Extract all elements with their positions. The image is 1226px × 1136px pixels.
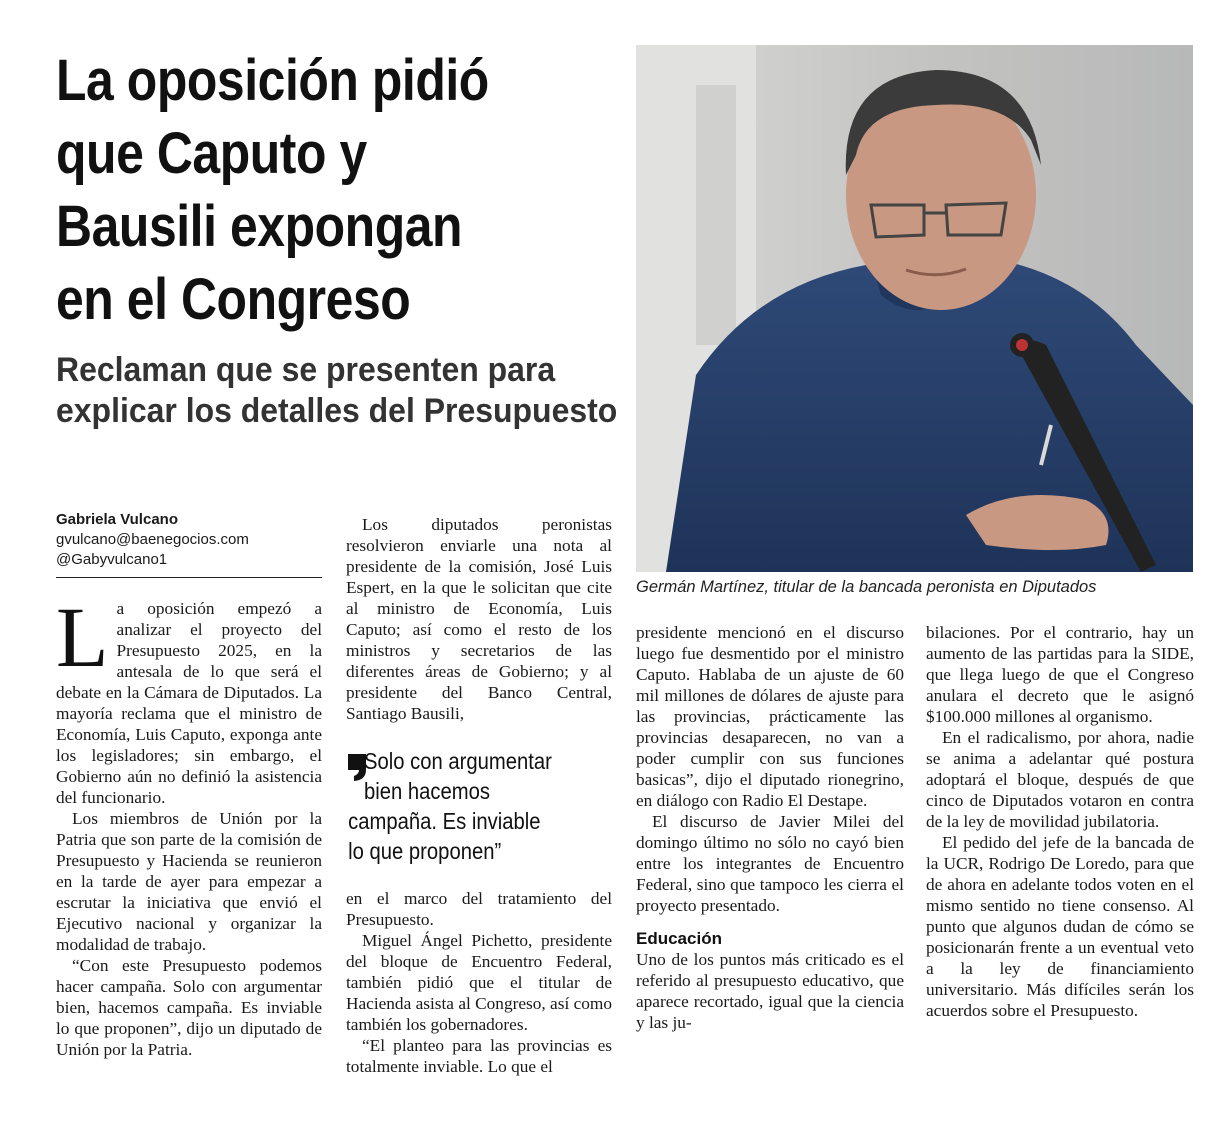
author-handle: @Gabyvulcano1 (56, 551, 168, 568)
headline-line-2: que Caputo y (56, 121, 367, 186)
photo-illustration (636, 45, 1193, 572)
pull-quote-line-3: campaña. Es inviable (348, 808, 541, 834)
paragraph: Uno de los puntos más criticado es el referido al presupuesto educativo, que aparece recortado, igual que la ciencia y las ju- (636, 950, 904, 1032)
paragraph: En el radicalismo, por ahora, nadie se anima a adelantar qué postura adoptará el bloque, después de que cinco de Diputados votaron en contra de la ley de movilidad jubilatoria. (926, 728, 1194, 831)
byline (56, 510, 324, 570)
article-column-4 (926, 622, 1194, 1021)
article-column-3 (636, 622, 904, 1033)
paragraph: El discurso de Javier Milei del domingo último no sólo no cayó bien entre los integrantes de Encuentro Federal, sino que tampoco les cierra el proyecto presentado. (636, 812, 904, 915)
headline (56, 44, 555, 336)
author-name: Gabriela Vulcano (56, 511, 178, 528)
pull-quote-line-2: bien hacemos (364, 778, 491, 804)
paragraph: Miguel Ángel Pichetto, presidente del bloque de Encuentro Federal, también pidió que el titular de Hacienda asista al Congreso, así como también los gobernadores. (346, 931, 612, 1034)
article-column-1 (56, 589, 322, 1060)
article-column-2-bottom (346, 888, 612, 1077)
headline-line-4: en el Congreso (56, 267, 411, 332)
paragraph: Los miembros de Unión por la Patria que son parte de la comisión de Presupuesto y Hacienda se reunieron en la tarde de ayer para empezar a escrutar la iniciativa que envió el Ejecutivo nacional y organizar la modalidad de trabajo. (56, 809, 322, 954)
author-email: gvulcano@baenegocios.com (56, 531, 249, 548)
photo-caption: Germán Martínez, titular de la bancada peronista en Diputados (636, 578, 1097, 596)
section-subtitle: Educación (636, 929, 722, 948)
headline-line-1: La oposición pidió (56, 48, 489, 113)
pull-quote (346, 746, 612, 876)
drop-cap: L (56, 589, 109, 685)
paragraph: El pedido del jefe de la bancada de la UCR, Rodrigo De Loredo, para que de ahora en adelante todos voten en el mismo sentido no tiene consenso. Al punto que algunos dudan de cómo se posicionarán frente a un eventual veto a la ley de financiamiento universitario. Más difíciles serán los acuerdos sobre el Presupuesto. (926, 833, 1194, 1020)
paragraph: “El planteo para las provincias es totalmente inviable. Lo que el (346, 1036, 612, 1076)
pull-quote-text (348, 746, 582, 866)
subheadline-line-2: explicar los detalles del Presupuesto (56, 392, 618, 430)
article-column-2-top (346, 514, 612, 724)
byline-divider (56, 577, 322, 578)
paragraph: en el marco del tratamiento del Presupuesto. (346, 889, 612, 929)
paragraph: presidente mencionó en el discurso luego fue desmentido por el ministro Caputo. Hablaba de un ajuste de 60 mil millones de dólares de ajuste para las provincias, prácticamente las provincias desaparecen, no van a poder cumplir con sus funciones basicas”, dijo el diputado rionegrino, en diálogo con Radio El Destape. (636, 623, 904, 810)
headline-line-3: Bausili expongan (56, 194, 463, 259)
pull-quote-line-1: Solo con argumentar (364, 748, 552, 774)
subheadline-line-1: Reclaman que se presenten para (56, 351, 556, 389)
paragraph: Los diputados peronistas resolvieron enviarle una nota al presidente de la comisión, José Luis Espert, en la que le solicitan que cite al ministro de Economía, Luis Caputo; así como el resto de los ministros y secretarios de las diferentes áreas de Gobierno; y al presidente del Banco Central, Santiago Bausili, (346, 515, 612, 723)
paragraph: a oposición empezó a analizar el proyecto del Presupuesto 2025, en la antesala de lo que será el debate en la Cámara de Diputados. La mayoría reclama que el ministro de Economía, Luis Caputo, exponga ante los legisladores; sin embargo, el Gobierno aún no definió la asistencia del funcionario. (56, 599, 322, 807)
paragraph: “Con este Presupuesto podemos hacer campaña. Solo con argumentar bien, hacemos campaña. Es inviable lo que proponen”, dijo un diputado de Unión por la Patria. (56, 956, 322, 1059)
pull-quote-line-4: lo que proponen” (348, 838, 502, 864)
subheadline (56, 350, 620, 432)
article-photo (636, 45, 1193, 572)
paragraph: bilaciones. Por el contrario, hay un aumento de las partidas para la SIDE, que llega luego de que el Congreso anulara el decreto que le asignó $100.000 millones al organismo. (926, 623, 1194, 726)
